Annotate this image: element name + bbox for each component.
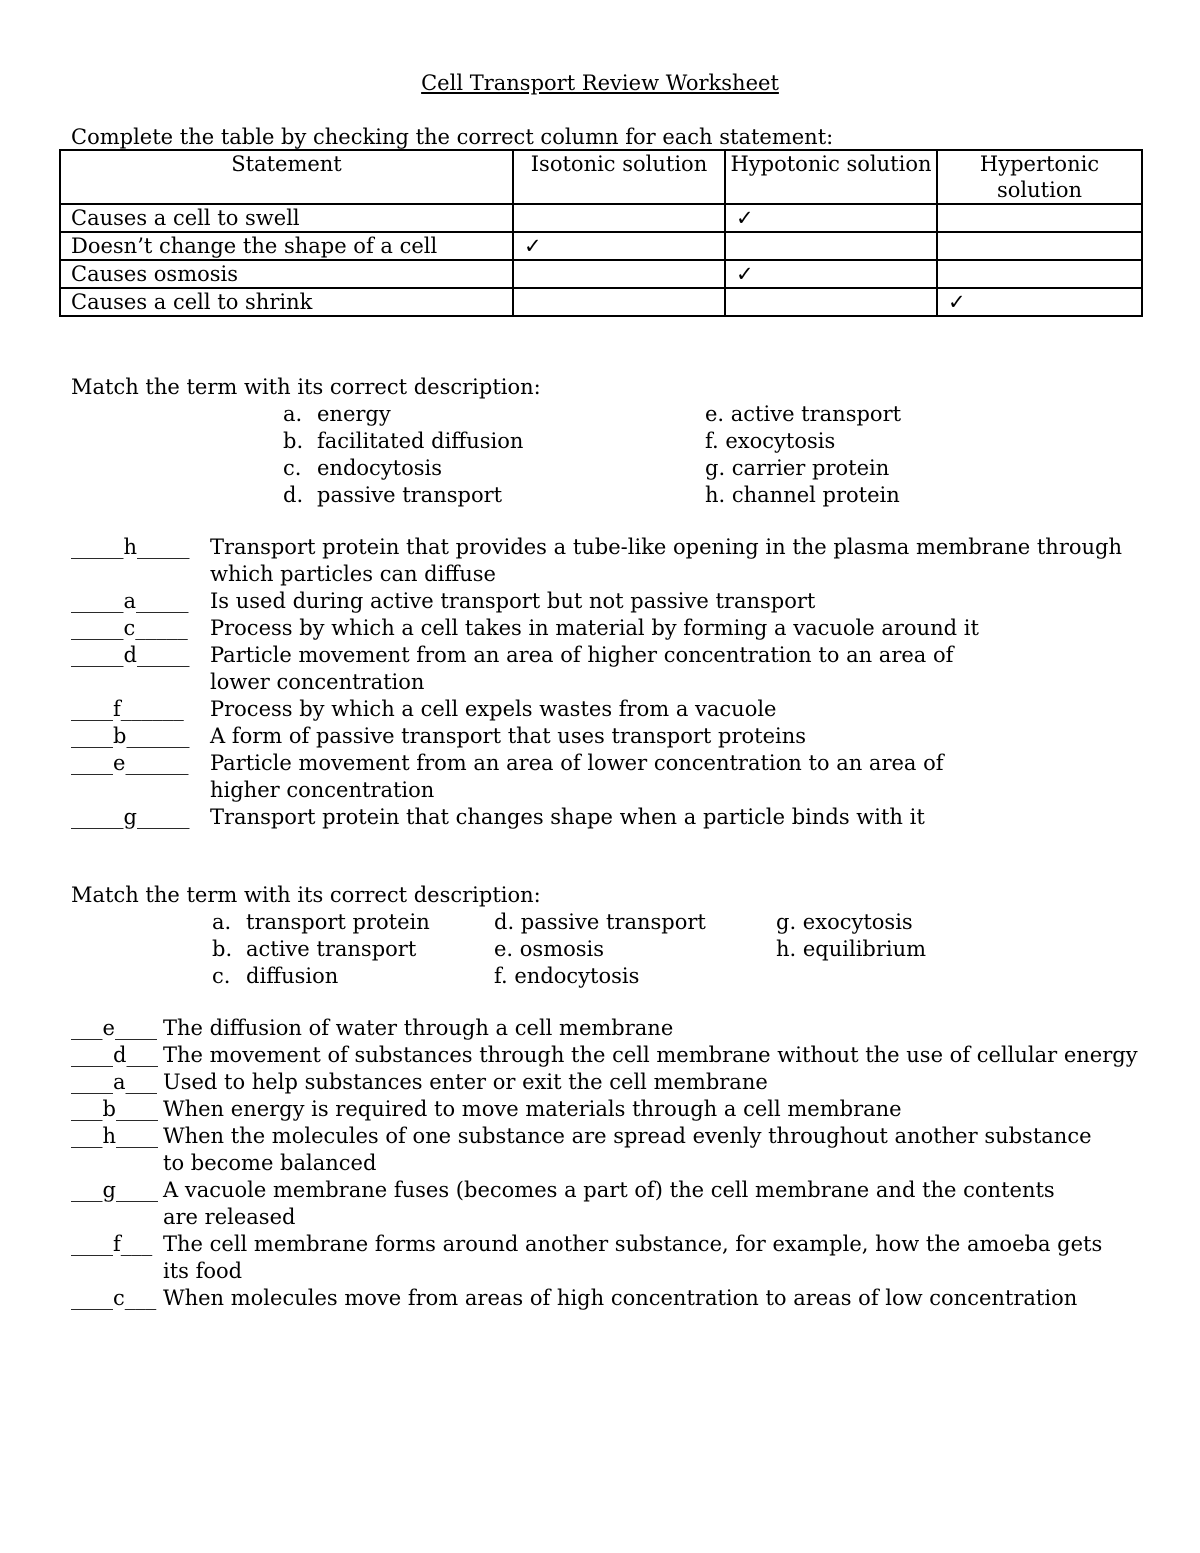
answer-blank[interactable]: ___g____ — [71, 1178, 158, 1202]
option-item: g. exocytosis — [776, 910, 913, 934]
answer-blank[interactable]: ___e____ — [71, 1016, 157, 1040]
answer-letter: g — [102, 1178, 116, 1202]
question-item — [71, 1231, 1171, 1285]
option-term: facilitated diffusion — [317, 429, 524, 453]
answer-blank[interactable]: ___h____ — [71, 1124, 159, 1148]
question-item — [71, 1177, 1171, 1231]
option-item: f. endocytosis — [494, 964, 640, 988]
option-term: passive transport — [317, 483, 503, 507]
question-text: Is used during active transport but not passive transport — [210, 589, 816, 613]
question-text: The diffusion of water through a cell membrane — [163, 1016, 674, 1040]
isotonic-cell[interactable]: ✓ — [513, 232, 725, 260]
option-item: e. osmosis — [494, 937, 605, 961]
hypertonic-cell[interactable] — [937, 260, 1142, 288]
table-row — [60, 260, 1142, 288]
answer-blank[interactable]: _____g_____ — [71, 805, 190, 829]
question-item — [71, 588, 1171, 615]
option-term: diffusion — [246, 964, 339, 988]
section1-heading: Match the term with its correct description: — [71, 375, 541, 399]
section1-options-left — [283, 401, 523, 509]
section2-questions — [71, 1015, 1171, 1312]
statement-cell: Causes a cell to swell — [60, 204, 513, 232]
question-text: A form of passive transport that uses transport proteins — [210, 724, 807, 748]
table-instructions: Complete the table by checking the correct column for each statement: — [71, 125, 834, 149]
option-letter: b. — [212, 937, 233, 961]
statement-cell: Causes a cell to shrink — [60, 288, 513, 316]
answer-letter: c — [113, 1286, 125, 1310]
question-item — [71, 642, 1171, 696]
option-item: d. passive transport — [494, 910, 706, 934]
question-text: When molecules move from areas of high concentration to areas of low concentration — [163, 1286, 1078, 1310]
answer-blank[interactable]: _____h_____ — [71, 535, 190, 559]
question-text: Transport protein that provides a tube-like opening in the plasma membrane through which particles can diffuse — [210, 535, 1122, 586]
question-text: The movement of substances through the cell membrane without the use of cellular energy — [163, 1043, 1138, 1067]
answer-blank[interactable]: _____c_____ — [71, 616, 188, 640]
question-text: Transport protein that changes shape when a particle binds with it — [210, 805, 925, 829]
answer-letter: e — [102, 1016, 115, 1040]
option-item — [283, 401, 523, 428]
question-item — [71, 615, 1171, 642]
option-term: transport protein — [246, 910, 430, 934]
answer-blank[interactable]: _____d_____ — [71, 643, 190, 667]
option-term: energy — [317, 402, 391, 426]
question-text: Particle movement from an area of higher concentration to an area of lower concentration — [210, 643, 954, 694]
answer-letter: g — [123, 805, 137, 829]
question-item — [71, 804, 1171, 831]
option-letter: c. — [212, 964, 231, 988]
question-text: When energy is required to move materials through a cell membrane — [163, 1097, 902, 1121]
header-statement: Statement — [60, 150, 513, 204]
answer-letter: f — [113, 697, 121, 721]
statement-cell: Doesn’t change the shape of a cell — [60, 232, 513, 260]
section2-options-col3 — [776, 909, 926, 963]
answer-blank[interactable]: _____a_____ — [71, 589, 189, 613]
table-header-row — [60, 150, 1142, 204]
option-item: h. channel protein — [705, 483, 900, 507]
option-term: active transport — [246, 937, 417, 961]
question-item — [71, 1015, 1171, 1042]
option-item — [283, 482, 523, 509]
question-text: Particle movement from an area of lower concentration to an area of higher concentration — [210, 751, 944, 802]
table-row — [60, 232, 1142, 260]
table-row — [60, 204, 1142, 232]
question-item — [71, 696, 1171, 723]
question-text: The cell membrane forms around another substance, for example, how the amoeba gets its food — [163, 1232, 1103, 1283]
answer-letter: e — [113, 751, 126, 775]
answer-blank[interactable]: ____e______ — [71, 751, 189, 775]
question-item — [71, 1069, 1171, 1096]
answer-blank[interactable]: ____c___ — [71, 1286, 157, 1310]
question-item — [71, 1123, 1171, 1177]
option-item: f. exocytosis — [705, 429, 836, 453]
worksheet-title: Cell Transport Review Worksheet — [421, 71, 779, 95]
answer-blank[interactable]: ____f______ — [71, 697, 184, 721]
answer-letter: d — [113, 1043, 127, 1067]
option-letter: a. — [283, 402, 303, 426]
question-item — [71, 534, 1171, 588]
option-letter: a. — [212, 910, 232, 934]
solution-table — [59, 149, 1143, 317]
option-term: endocytosis — [317, 456, 443, 480]
option-letter: c. — [283, 456, 302, 480]
question-text: Process by which a cell expels wastes from a vacuole — [210, 697, 777, 721]
hypotonic-cell[interactable]: ✓ — [725, 260, 937, 288]
option-letter: d. — [283, 483, 304, 507]
section2-options-col1 — [212, 909, 430, 990]
option-item — [283, 455, 523, 482]
hypertonic-cell[interactable] — [937, 204, 1142, 232]
hypotonic-cell[interactable] — [725, 288, 937, 316]
answer-blank[interactable]: ____f___ — [71, 1232, 153, 1256]
question-item — [71, 723, 1171, 750]
question-text: Process by which a cell takes in material by forming a vacuole around it — [210, 616, 979, 640]
statement-cell: Causes osmosis — [60, 260, 513, 288]
question-item — [71, 1096, 1171, 1123]
answer-blank[interactable]: ___b____ — [71, 1097, 158, 1121]
question-text: Used to help substances enter or exit the cell membrane — [163, 1070, 768, 1094]
option-item: h. equilibrium — [776, 937, 927, 961]
option-item: g. carrier protein — [705, 456, 890, 480]
option-item — [212, 936, 430, 963]
question-text: A vacuole membrane fuses (becomes a part of) the cell membrane and the contents are released — [163, 1178, 1055, 1229]
answer-blank[interactable]: ____b______ — [71, 724, 190, 748]
question-text: When the molecules of one substance are spread evenly throughout another substance to become balanced — [163, 1124, 1092, 1175]
option-item — [212, 909, 430, 936]
section1-options-right — [705, 401, 901, 509]
option-item — [283, 428, 523, 455]
header-hypertonic: Hypertonic solution — [937, 150, 1142, 204]
answer-letter: f — [113, 1232, 121, 1256]
hypotonic-cell[interactable] — [725, 232, 937, 260]
isotonic-cell[interactable] — [513, 288, 725, 316]
header-isotonic: Isotonic solution — [513, 150, 725, 204]
section2-options-col2 — [494, 909, 706, 990]
header-hypotonic: Hypotonic solution — [725, 150, 937, 204]
option-item: e. active transport — [705, 402, 902, 426]
section1-questions — [71, 534, 1171, 831]
answer-letter: h — [102, 1124, 117, 1148]
hypotonic-cell[interactable]: ✓ — [725, 204, 937, 232]
answer-letter: b — [102, 1097, 116, 1121]
hypertonic-cell[interactable] — [937, 232, 1142, 260]
answer-letter: h — [123, 535, 138, 559]
question-item — [71, 1285, 1171, 1312]
table-row — [60, 288, 1142, 316]
question-item — [71, 1042, 1171, 1069]
answer-letter: b — [113, 724, 127, 748]
option-letter: b. — [283, 429, 304, 453]
question-item — [71, 750, 1171, 804]
isotonic-cell[interactable] — [513, 260, 725, 288]
isotonic-cell[interactable] — [513, 204, 725, 232]
option-item — [212, 963, 430, 990]
hypertonic-cell[interactable]: ✓ — [937, 288, 1142, 316]
answer-letter: a — [123, 589, 137, 613]
answer-blank[interactable]: ____a___ — [71, 1070, 158, 1094]
section2-heading: Match the term with its correct description: — [71, 883, 541, 907]
answer-letter: d — [123, 643, 137, 667]
answer-letter: c — [123, 616, 136, 640]
answer-blank[interactable]: ____d___ — [71, 1043, 158, 1067]
answer-letter: a — [113, 1070, 126, 1094]
